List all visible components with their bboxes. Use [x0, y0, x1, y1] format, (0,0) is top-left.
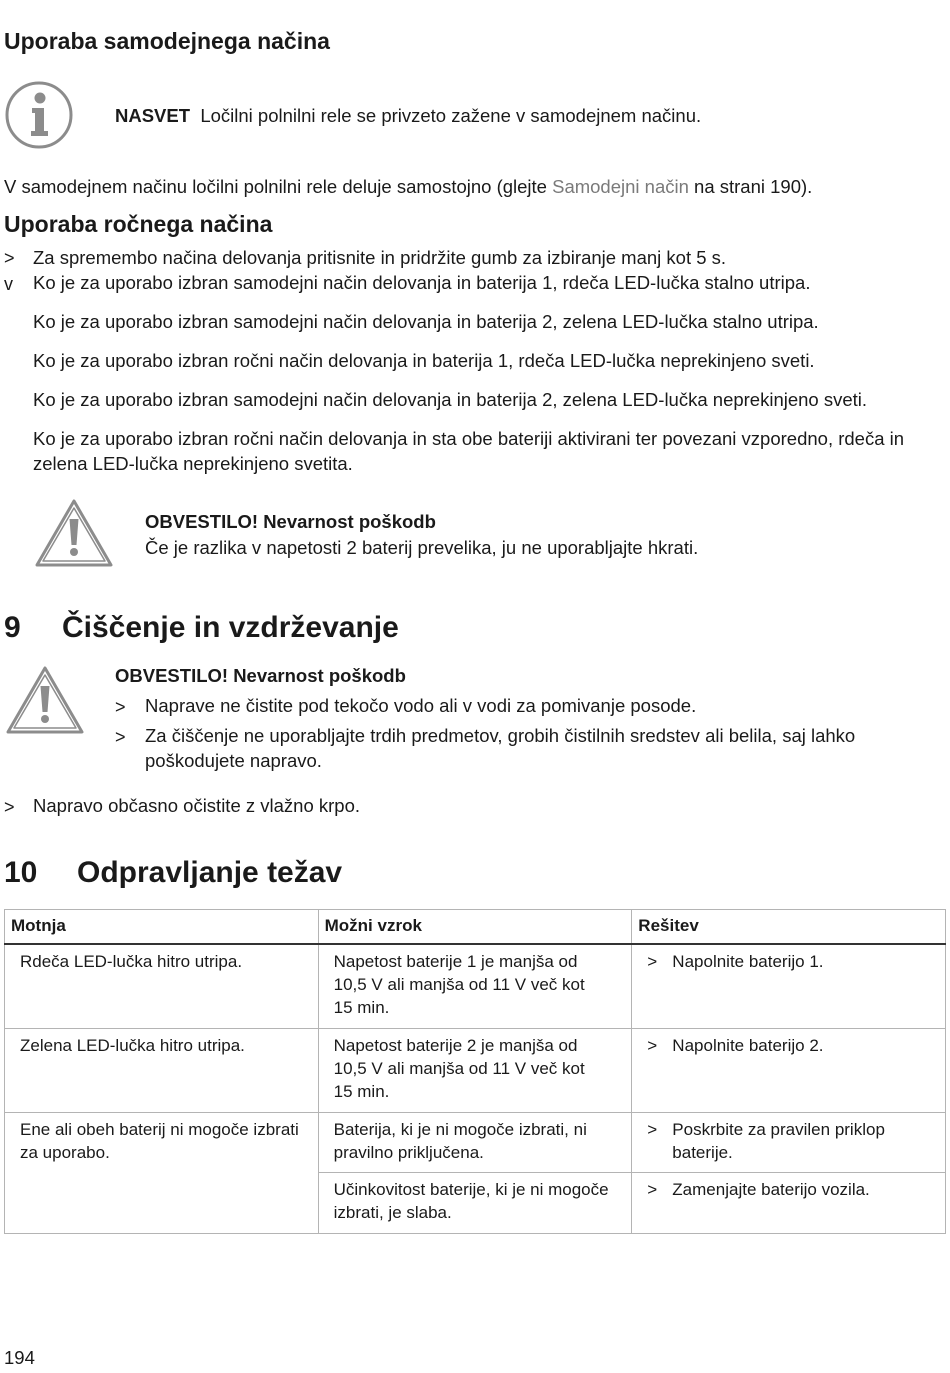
manual-step: Za spremembo načina delovanja pritisnite in pridržite gumb za izbiranje manj kot 5 s. — [33, 247, 727, 268]
step-arrow: > — [647, 1035, 658, 1055]
solution-text: Napolnite baterijo 1. — [672, 951, 824, 971]
info-icon — [4, 80, 74, 150]
section-title: Odpravljanje težav — [77, 856, 343, 889]
step-arrow: > — [115, 727, 126, 747]
solution-text: Poskrbite za pravilen priklop baterije. — [672, 1119, 885, 1162]
result-item: Ko je za uporabo izbran ročni način delovanja in baterija 1, rdeča LED-lučka neprekinjeno sveti. — [33, 350, 815, 371]
solution-cell — [632, 944, 946, 1028]
warning-icon — [33, 497, 115, 569]
result-item: Ko je za uporabo izbran samodejni način delovanja in baterija 2, zelena LED-lučka neprekinjeno sveti. — [33, 389, 868, 410]
column-header: Rešitev — [632, 910, 946, 944]
heading-manual-mode: Uporaba ročnega načina — [4, 211, 273, 237]
link-auto-mode[interactable]: Samodejni način — [552, 176, 689, 197]
auto-mode-paragraph — [4, 175, 944, 199]
tip-label: NASVET — [115, 105, 191, 126]
tip-note — [115, 104, 701, 128]
cause-cell: Napetost baterije 1 je manjša od 10,5 V ali manjša od 11 V več kot 15 min. — [318, 944, 632, 1028]
page-number: 194 — [4, 1347, 35, 1368]
tip-text: Ločilni polnilni rele se privzeto zažene v samodejnem načinu. — [200, 105, 702, 126]
step-arrow: > — [647, 1180, 658, 1200]
solution-cell — [632, 1112, 946, 1173]
section-number: 10 — [4, 856, 38, 889]
notice-title: OBVESTILO! Nevarnost poškodb — [115, 665, 406, 686]
section-number: 9 — [4, 611, 21, 644]
troubleshooting-table — [4, 909, 946, 1234]
fault-cell: Zelena LED-lučka hitro utripa. — [5, 1028, 319, 1112]
cause-cell: Baterija, ki je ni mogoče izbrati, ni pravilno priključena. — [318, 1112, 632, 1173]
solution-cell — [632, 1173, 946, 1234]
auto-mode-text: V samodejnem načinu ločilni polnilni rele deluje samostojno (glejte — [4, 176, 553, 197]
notice-item: Naprave ne čistite pod tekočo vodo ali v vodi za pomivanje posode. — [145, 695, 697, 716]
solution-text: Napolnite baterijo 2. — [672, 1035, 824, 1055]
table-row — [5, 1112, 946, 1173]
step-arrow: > — [647, 1119, 658, 1139]
solution-cell — [632, 1028, 946, 1112]
cause-cell: Učinkovitost baterije, ki je ni mogoče izbrati, je slaba. — [318, 1173, 632, 1234]
column-header: Motnja — [5, 910, 319, 944]
heading-auto-mode: Uporaba samodejnega načina — [4, 28, 330, 54]
table-row — [5, 944, 946, 1028]
notice-text: Če je razlika v napetosti 2 baterij prevelika, ju ne uporabljajte hkrati. — [145, 537, 699, 558]
step-arrow: > — [115, 697, 126, 717]
step-arrow: > — [647, 951, 658, 971]
fault-cell: Rdeča LED-lučka hitro utripa. — [5, 944, 319, 1028]
cause-cell: Napetost baterije 2 je manjša od 10,5 V ali manjša od 11 V več kot 15 min. — [318, 1028, 632, 1112]
warning-icon — [4, 664, 86, 736]
auto-mode-text-end: na strani 190). — [688, 176, 813, 197]
column-header: Možni vzrok — [318, 910, 632, 944]
heading-section-10 — [4, 853, 342, 892]
solution-text: Zamenjajte baterijo vozila. — [672, 1180, 870, 1200]
result-item: Ko je za uporabo izbran ročni način delovanja in sta obe bateriji aktivirani ter povezani vzporedno, rdeča in zelena LED-lučka neprekinjeno svetita. — [33, 428, 905, 474]
notice-item: Za čiščenje ne uporabljajte trdih predmetov, grobih čistilnih sredstev ali belila, saj lahko poškodujete napravo. — [145, 725, 856, 771]
step-arrow: > — [4, 797, 15, 817]
fault-cell: Ene ali obeh baterij ni mogoče izbrati za uporabo. — [5, 1112, 319, 1234]
table-header-row — [5, 910, 946, 944]
result-marker: v — [4, 274, 13, 294]
heading-section-9 — [4, 608, 399, 647]
notice-title: OBVESTILO! Nevarnost poškodb — [145, 511, 436, 532]
result-item: Ko je za uporabo izbran samodejni način delovanja in baterija 1, rdeča LED-lučka stalno utripa. — [33, 272, 811, 293]
cleaning-step: Napravo občasno očistite z vlažno krpo. — [33, 795, 361, 816]
step-arrow: > — [4, 248, 15, 268]
result-item: Ko je za uporabo izbran samodejni način delovanja in baterija 2, zelena LED-lučka stalno utripa. — [33, 311, 819, 332]
table-row — [5, 1028, 946, 1112]
section-title: Čiščenje in vzdrževanje — [62, 611, 399, 644]
